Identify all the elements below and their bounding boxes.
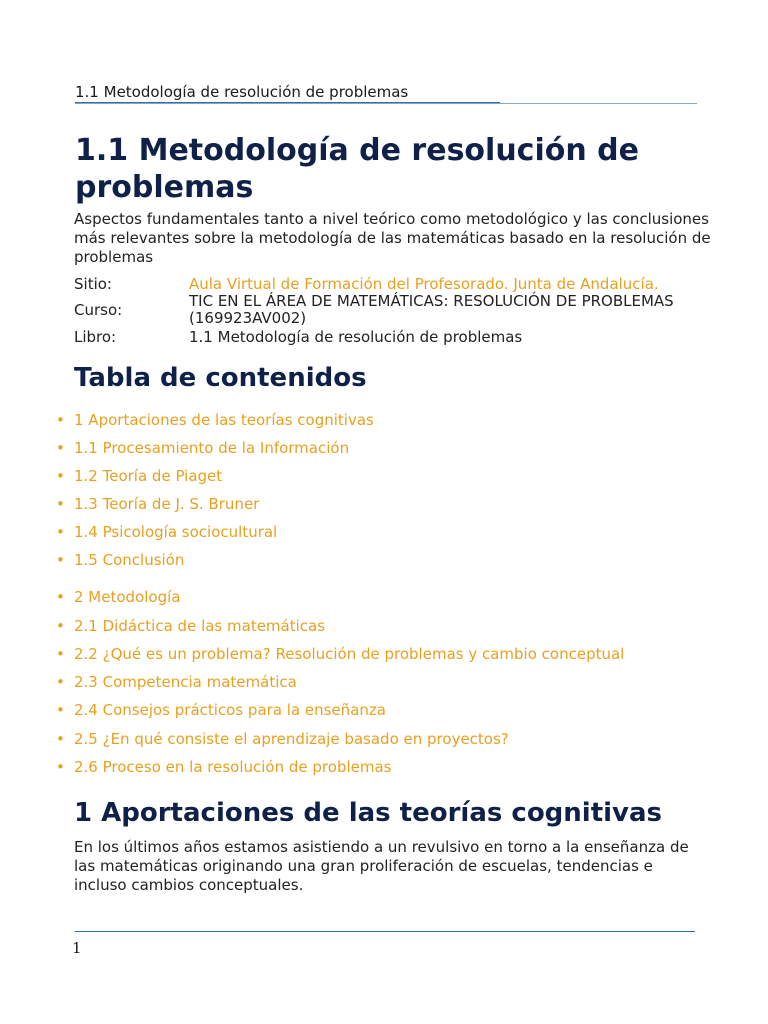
toc-item-label: 1.5 Conclusión [74,551,185,569]
header-divider [75,103,697,104]
book-value: 1.1 Metodología de resolución de problemas [189,328,523,346]
toc-item[interactable] [56,645,624,663]
book-label: Libro: [74,328,117,346]
toc-item[interactable] [56,523,277,541]
toc-item[interactable] [56,551,184,569]
toc-item[interactable] [56,588,180,606]
toc-item[interactable] [56,673,297,691]
footer-divider [75,931,695,932]
page-number: 1 [72,939,82,957]
header-divider-accent [75,102,500,103]
site-label: Sitio: [74,275,112,293]
bullet-icon: • [56,673,65,691]
bullet-icon: • [56,467,65,485]
course-value: TIC EN EL ÁREA DE MATEMÁTICAS: RESOLUCIÓN DE PROBLEMAS (169923AV002) [189,292,674,327]
bullet-icon: • [56,495,65,513]
bullet-icon: • [56,730,65,748]
toc-item-label: 2.1 Didáctica de las matemáticas [74,617,326,635]
bullet-icon: • [56,523,65,541]
toc-item-label: 2.3 Competencia matemática [74,673,297,691]
bullet-icon: • [56,588,65,606]
site-link[interactable]: Aula Virtual de Formación del Profesorado. Junta de Andalucía. [189,275,659,293]
section-heading: 1 Aportaciones de las teorías cognitivas [74,798,663,828]
page-title: 1.1 Metodología de resolución de problemas [75,133,639,205]
bullet-icon: • [56,701,65,719]
course-label: Curso: [74,301,123,319]
page-description: Aspectos fundamentales tanto a nivel teórico como metodológico y las conclusiones más relevantes sobre la metodología de las matemáticas basado en la resolución de problemas [74,210,711,266]
bullet-icon: • [56,439,65,457]
toc-item[interactable] [56,411,374,429]
toc-heading: Tabla de contenidos [74,363,367,393]
section-paragraph: En los últimos años estamos asistiendo a un revulsivo en torno a la enseñanza de las matemáticas originando una gran proliferación de escuelas, tendencias e incluso cambios conceptuales. [74,838,689,894]
running-header: 1.1 Metodología de resolución de problemas [75,83,409,101]
toc-item[interactable] [56,758,391,776]
bullet-icon: • [56,411,65,429]
toc-item-label: 1.1 Procesamiento de la Información [74,439,350,457]
toc-item-label: 2.4 Consejos prácticos para la enseñanza [74,701,386,719]
toc-item[interactable] [56,439,349,457]
toc-item[interactable] [56,467,222,485]
toc-item-label: 1.4 Psicología sociocultural [74,523,278,541]
toc-item-label: 2 Metodología [74,588,181,606]
bullet-icon: • [56,758,65,776]
toc-item-label: 1.2 Teoría de Piaget [74,467,223,485]
toc-item-label: 1 Aportaciones de las teorías cognitivas [74,411,374,429]
toc-item[interactable] [56,701,386,719]
toc-item[interactable] [56,730,509,748]
toc-item-label: 2.6 Proceso en la resolución de problemas [74,758,392,776]
toc-item[interactable] [56,495,259,513]
toc-item-label: 1.3 Teoría de J. S. Bruner [74,495,260,513]
bullet-icon: • [56,645,65,663]
toc-item[interactable] [56,617,325,635]
toc-item-label: 2.5 ¿En qué consiste el aprendizaje basado en proyectos? [74,730,509,748]
toc-item-label: 2.2 ¿Qué es un problema? Resolución de problemas y cambio conceptual [74,645,625,663]
bullet-icon: • [56,617,65,635]
bullet-icon: • [56,551,65,569]
